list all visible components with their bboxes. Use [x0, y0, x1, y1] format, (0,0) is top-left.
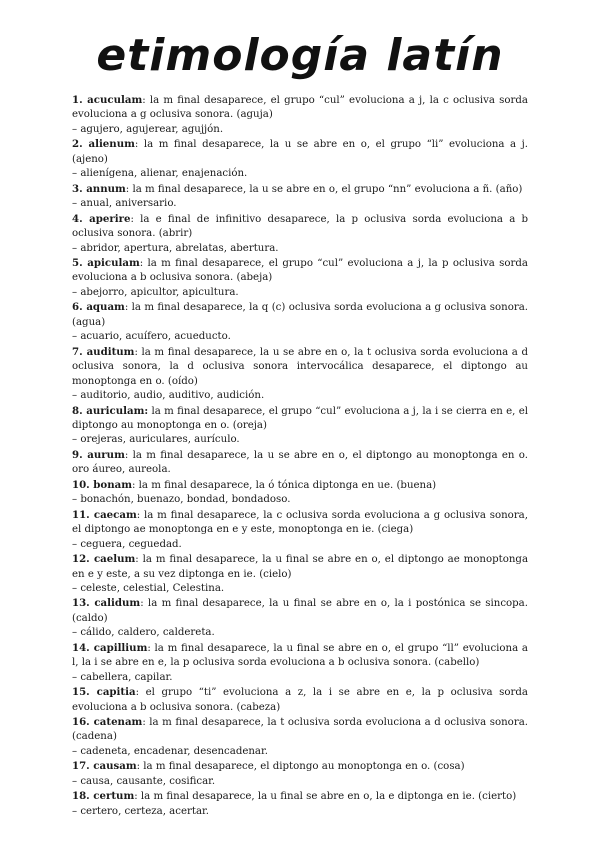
entry-word: auditum — [86, 345, 135, 358]
entry-headword — [72, 449, 125, 461]
entry-headword — [72, 213, 130, 225]
page-title: etimología latín — [96, 30, 504, 81]
entry-number: 6. — [72, 301, 83, 314]
entry-headword — [72, 553, 135, 565]
entry-headword — [72, 686, 136, 698]
entry-derivatives: – orejeras, auriculares, aurículo. — [72, 434, 240, 446]
entry-definition — [72, 137, 528, 167]
entry-derivatives: – causa, causante, cosificar. — [72, 775, 216, 787]
entry-number: 11. — [72, 508, 90, 521]
entry-description: : la m final desaparece, la u se abre en o, el diptongo au monoptonga en o. oro áureo, aureola. — [72, 449, 528, 476]
entry-number: 8. — [72, 404, 83, 417]
entry-derivatives: – ceguera, ceguedad. — [72, 538, 182, 550]
entry-word: caelum — [93, 553, 136, 566]
entry-description: : la m final desaparece, la q (c) oclusiva sorda evoluciona a g oclusiva sonora. (agua) — [72, 302, 529, 328]
entry-description: : la m final desaparece, el grupo “cul” evoluciona a j, la p oclusiva sorda evoluciona a b oclusiva sonora. (abeja) — [72, 257, 528, 284]
entry-headword — [72, 301, 125, 313]
entry-word: catenam — [93, 716, 143, 729]
entry-headword — [72, 760, 137, 772]
entry-number: 4. — [72, 212, 83, 225]
entry-description: : la m final desaparece, la u final se abre en o, la e diptonga en ie. (cierto) — [134, 791, 517, 803]
entry-derivatives: – anual, aniversario. — [72, 198, 177, 210]
entry-word: aurum — [87, 448, 125, 461]
entry-derivatives: – abejorro, apicultor, apicultura. — [72, 286, 239, 298]
entry-description: : la m final desaparece, la t oclusiva sorda evoluciona a d oclusiva sonora. (cadena) — [72, 717, 529, 743]
entry-derivatives: – cadeneta, encadenar, desencadenar. — [72, 745, 268, 757]
entry-number: 17. — [72, 760, 90, 773]
entry-word: bonam — [93, 478, 132, 491]
entry-headword — [72, 346, 134, 358]
entry-derivatives: – bonachón, buenazo, bondad, bondadoso. — [72, 494, 291, 506]
entry-number: 10. — [72, 478, 90, 491]
entry-definition — [72, 715, 528, 745]
entry-headword — [72, 138, 135, 150]
entry-definition — [72, 345, 528, 389]
entry-definition — [72, 789, 528, 804]
entry-headword — [72, 597, 140, 609]
entry-word: causam — [93, 760, 137, 773]
entry-definition — [72, 596, 528, 626]
entry-headword — [72, 509, 137, 521]
entry-description: : el grupo “ti” evoluciona a z, la i se abre en e, la p oclusiva sorda evoluciona a b oclusiva sonora. (cabeza) — [72, 687, 528, 713]
entry-number: 15. — [72, 686, 90, 699]
entry-description: : la m final desaparece, la u final se abre en o, el diptongo ae monoptonga en e y este, a su vez diptonga en ie. (cielo) — [72, 554, 529, 580]
entry-headword — [72, 479, 132, 491]
entry-word: calidum — [94, 597, 141, 610]
entry-headword — [72, 790, 134, 802]
entry-word: aquam — [86, 301, 125, 314]
entry-headword — [72, 257, 140, 269]
entry-derivatives: – cálido, caldero, caldereta. — [72, 627, 215, 639]
entry-word: annum — [86, 182, 126, 195]
entry-list — [72, 93, 528, 819]
entry-description: : la m final desaparece, la ó tónica diptonga en ue. (buena) — [132, 479, 437, 491]
entry-word: apiculam — [87, 256, 140, 269]
entry-headword — [72, 405, 148, 417]
entry-derivatives: – cabellera, capilar. — [72, 671, 173, 683]
entry-word: aperire — [89, 212, 131, 225]
entry-derivatives: – acuario, acuífero, acueducto. — [72, 331, 231, 343]
entry-headword — [72, 716, 142, 728]
entry-word: acuculam — [87, 94, 143, 106]
entry-definition — [72, 641, 528, 671]
entry-word: certum — [93, 790, 135, 803]
entry-number: 14. — [72, 641, 90, 654]
entry-number: 13. — [72, 597, 90, 610]
entry-definition — [72, 448, 528, 478]
entry-definition — [72, 508, 528, 538]
entry-word: capillium — [93, 641, 148, 654]
entry-description: la m final desaparece, el grupo “cul” evoluciona a j, la i se cierra en e, el diptongo au monoptonga en o. (oreja) — [72, 405, 529, 431]
entry-derivatives: – agujero, agujerear, agujjón. — [72, 123, 224, 135]
entry-derivatives: – abridor, apertura, abrelatas, abertura. — [72, 242, 279, 254]
entry-number: 12. — [72, 553, 90, 566]
entry-number: 9. — [72, 448, 83, 461]
entry-derivatives: – certero, certeza, acertar. — [72, 805, 210, 817]
entry-number: 16. — [72, 716, 90, 729]
entry-description: : la m final desaparece, la u se abre en o, la t oclusiva sorda evoluciona a d oclusiva sonora, la d oclusiva sonora intervocálica desaparece, el diptongo au monoptonga en o. (oído) — [72, 346, 529, 387]
entry-derivatives: – celeste, celestial, Celestina. — [72, 582, 225, 594]
entry-definition — [72, 685, 528, 715]
entry-word: caecam — [93, 508, 137, 521]
entry-number: 7. — [72, 345, 83, 358]
entry-definition — [72, 404, 528, 434]
entry-description: : la m final desaparece, la u se abre en o, el grupo “li” evoluciona a j. (ajeno) — [72, 139, 528, 165]
entry-headword — [72, 94, 142, 106]
entry-number: 3. — [72, 182, 83, 195]
entry-word: alienum — [88, 138, 135, 151]
entry-definition — [72, 300, 528, 330]
entry-derivatives: – auditorio, audio, auditivo, audición. — [72, 390, 265, 402]
entry-headword — [72, 183, 126, 195]
entry-headword — [72, 642, 147, 654]
entry-number: 1. — [72, 94, 83, 106]
entry-description: : la e final de infinitivo desaparece, la p oclusiva sorda evoluciona a b oclusiva sonora. (abrir) — [72, 213, 529, 240]
entry-description: : la m final desaparece, el grupo “cul” evoluciona a j, la c oclusiva sorda evoluciona a g oclusiva sonora. (aguja) — [72, 95, 529, 121]
entry-description: : la m final desaparece, el diptongo au monoptonga en o. (cosa) — [136, 761, 465, 773]
entry-definition — [72, 478, 528, 493]
entry-derivatives: – alienígena, alienar, enajenación. — [72, 168, 248, 180]
entry-definition — [72, 93, 528, 123]
entry-definition — [72, 552, 528, 582]
entry-description: : la m final desaparece, la c oclusiva sorda evoluciona a g oclusiva sonora, el diptongo ae monoptonga en e y este, monoptonga en ie. (ciega) — [72, 509, 528, 536]
entry-number: 5. — [72, 256, 83, 269]
entry-definition — [72, 759, 528, 774]
entry-word: capitia — [96, 686, 136, 699]
entry-definition — [72, 212, 528, 242]
entry-description: : la m final desaparece, la u se abre en o, el grupo “nn” evoluciona a ñ. (año) — [125, 183, 523, 195]
entry-number: 2. — [72, 138, 83, 151]
entry-number: 18. — [72, 790, 90, 803]
entry-word: auriculam: — [86, 404, 149, 417]
entry-description: : la m final desaparece, la u final se abre en o, el grupo “ll” evoluciona a l, la i se abre en e, la p oclusiva sorda evoluciona a b oclusiva sonora. (cabello) — [72, 642, 528, 669]
entry-definition — [72, 182, 528, 197]
entry-definition — [72, 256, 528, 286]
entry-description: : la m final desaparece, la u final se abre en o, la i postónica se sincopa. (caldo) — [72, 598, 528, 624]
